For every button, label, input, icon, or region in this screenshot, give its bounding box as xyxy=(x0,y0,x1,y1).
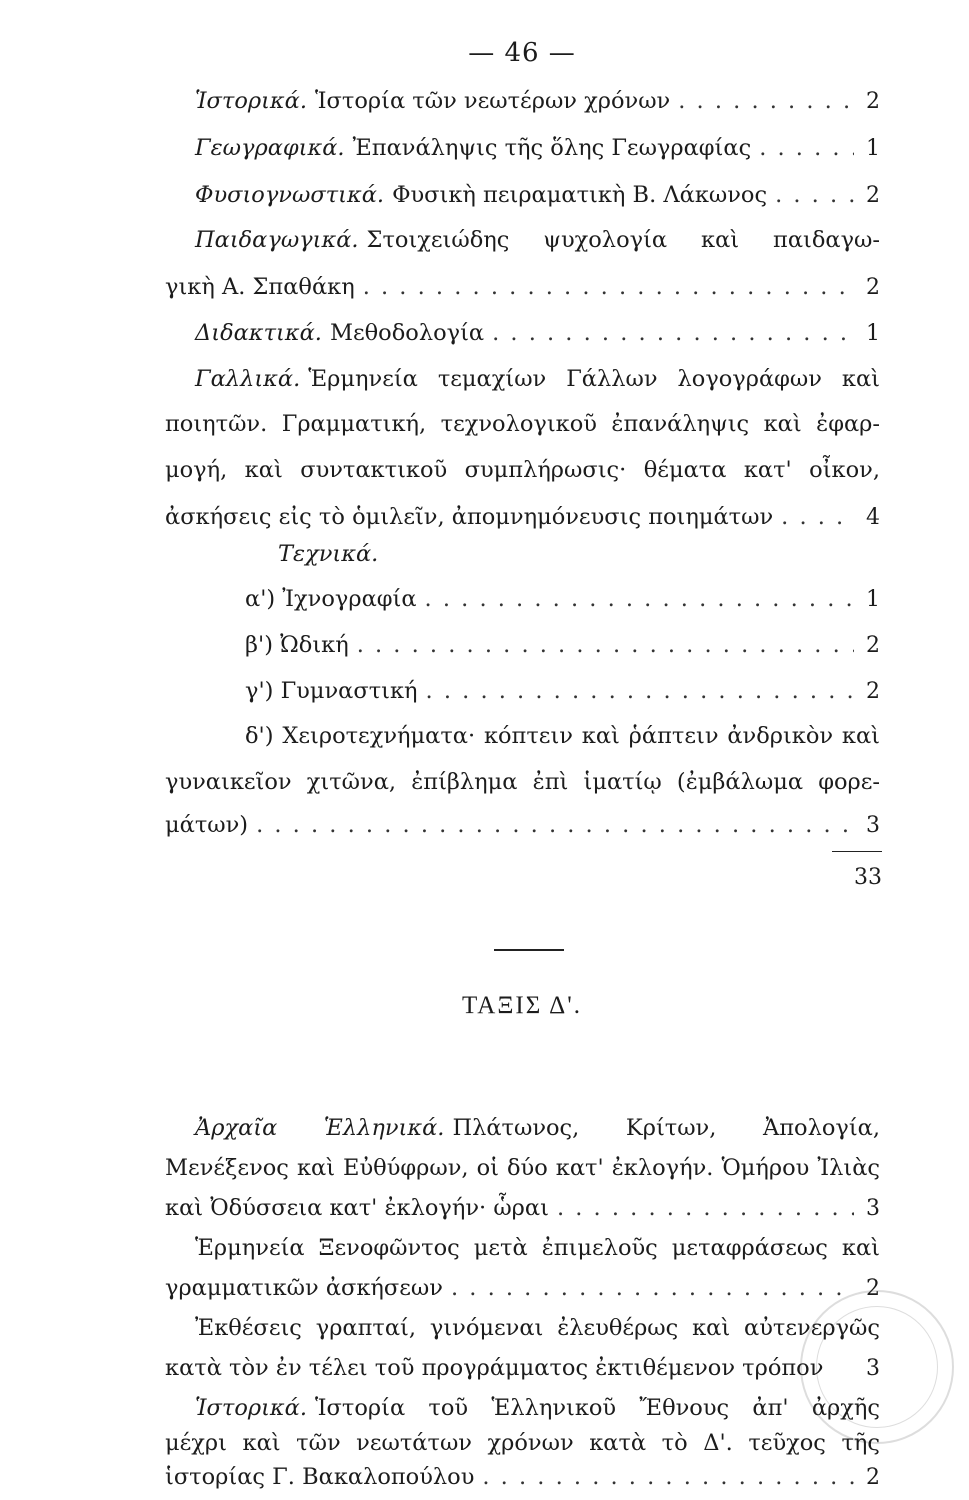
subject-category: Ἀρχαῖα Ἑλληνικά. xyxy=(195,1115,445,1141)
curriculum-line xyxy=(165,1466,880,1489)
curriculum-line xyxy=(195,229,880,252)
curriculum-line xyxy=(195,1317,880,1340)
leader-dots xyxy=(256,814,854,837)
subject-text: μογή, καὶ συντακτικοῦ συμπλήρωσις· θέματα κατ' οἶκον, xyxy=(165,456,880,483)
subject-text: Μενέξενος καὶ Εὐθύφρων, οἱ δύο κατ' ἐκλογήν. Ὁμήρου Ἰλιὰς xyxy=(165,1155,880,1181)
library-stamp xyxy=(800,1290,954,1444)
leader-dots xyxy=(781,506,854,529)
hours-value: 1 xyxy=(866,136,880,162)
subject-text: Ἐπανάληψις τῆς ὅλης Γεωγραφίας xyxy=(352,135,752,162)
subject-text: Ἱστορία τοῦ Ἑλληνικοῦ Ἔθνους ἀπ' ἀρχῆς xyxy=(315,1395,880,1421)
subject-text: δ') Χειροτεχνήματα· κόπτειν καὶ ῥάπτειν ἀνδρικὸν καὶ xyxy=(245,722,880,749)
curriculum-line xyxy=(165,1277,880,1300)
curriculum-line xyxy=(195,1397,880,1420)
subject-category: Γεωγραφικά. xyxy=(195,135,345,162)
curriculum-line xyxy=(195,1237,880,1260)
technika-line xyxy=(245,677,880,704)
subject-text: ἀσκήσεις εἰς τὸ ὁμιλεῖν, ἀπομνημόνευσις ποιημάτων xyxy=(165,503,774,530)
curriculum-line xyxy=(195,137,880,160)
leader-dots xyxy=(492,322,854,345)
leader-dots xyxy=(557,1197,854,1220)
subject-text: β') Ὠδική xyxy=(245,631,349,658)
subject-text: μάτων) xyxy=(165,812,249,839)
hours-value: 1 xyxy=(866,586,880,612)
technika-heading: Τεχνικά. xyxy=(278,540,379,567)
hours-value: 2 xyxy=(866,678,880,704)
curriculum-line xyxy=(165,276,880,299)
curriculum-line xyxy=(195,1117,880,1140)
subject-category: Φυσιογνωστικά. xyxy=(195,182,385,209)
subject-text: Μεθοδολογία xyxy=(329,320,485,347)
technika-line xyxy=(245,722,880,749)
curriculum-line xyxy=(165,1432,880,1455)
total-hours: 33 xyxy=(854,864,882,890)
hours-value: 2 xyxy=(866,1465,880,1490)
subject-text: ἱστορίας Γ. Βακαλοπούλου xyxy=(165,1464,475,1490)
hours-value: 2 xyxy=(866,1276,880,1301)
subject-category: Γαλλικά. xyxy=(195,365,301,392)
curriculum-line xyxy=(165,503,880,530)
section-title: ΤΑΞΙΣ Δ'. xyxy=(462,991,582,1019)
subject-text: γυναικεῖον χιτῶνα, ἐπίβλημα ἐπὶ ἱματίῳ (ἐμβάλωμα φορε- xyxy=(165,768,880,795)
curriculum-line xyxy=(165,1157,880,1180)
hours-value: 2 xyxy=(866,89,880,115)
subject-text: γ') Γυμναστική xyxy=(245,677,418,704)
subject-text: Ἱστορία τῶν νεωτέρων χρόνων xyxy=(315,88,671,115)
technika-line xyxy=(165,814,880,837)
leader-dots xyxy=(425,588,854,611)
subject-text: ποιητῶν. Γραμματική, τεχνολογικοῦ ἐπανάληψις καὶ ἐφαρ- xyxy=(165,410,880,437)
hours-value: 3 xyxy=(866,1196,880,1221)
curriculum-line xyxy=(165,456,880,483)
subject-text: α') Ἰχνογραφία xyxy=(245,585,417,612)
subject-text: Πλάτωνος, Κρίτων, Ἀπολογία, xyxy=(452,1115,880,1141)
technika-line xyxy=(245,631,880,658)
leader-dots xyxy=(451,1277,854,1300)
curriculum-line xyxy=(165,1197,880,1220)
subject-text: γικὴ Α. Σπαθάκη xyxy=(165,274,355,301)
subject-text: Στοιχειώδης ψυχολογία καὶ παιδαγω- xyxy=(366,227,880,254)
curriculum-line xyxy=(165,1357,880,1380)
curriculum-line xyxy=(165,410,880,437)
curriculum-line xyxy=(195,365,880,392)
section-divider xyxy=(494,949,564,951)
subject-category: Παιδαγωγικά. xyxy=(195,227,359,254)
subject-text: καὶ Ὀδύσσεια κατ' ἐκλογήν· ὧραι xyxy=(165,1195,549,1221)
leader-dots xyxy=(775,184,854,207)
total-rule xyxy=(832,851,882,852)
hours-value: 2 xyxy=(866,183,880,209)
curriculum-line xyxy=(195,322,880,345)
subject-category: Ἱστορικά. xyxy=(195,88,308,115)
technika-line xyxy=(165,768,880,795)
hours-value: 3 xyxy=(866,813,880,839)
curriculum-line xyxy=(195,90,880,113)
subject-category: Ἱστορικά. xyxy=(195,1395,308,1421)
technika-line xyxy=(245,585,880,612)
subject-text: Ἐκθέσεις γραπταί, γινόμεναι ἐλευθέρως καὶ αὐτενεργῶς xyxy=(195,1315,880,1341)
subject-category: Διδακτικά. xyxy=(195,320,322,347)
leader-dots xyxy=(363,276,854,299)
page-number: — 46 — xyxy=(468,38,576,68)
leader-dots xyxy=(357,634,854,657)
hours-value: 1 xyxy=(866,321,880,347)
leader-dots xyxy=(759,137,854,160)
curriculum-line xyxy=(195,184,880,207)
leader-dots xyxy=(678,90,854,113)
hours-value: 4 xyxy=(866,504,880,530)
leader-dots xyxy=(482,1466,854,1489)
subject-text: Ἑρμηνεία τεμαχίων Γάλλων λογογράφων καὶ xyxy=(308,365,880,392)
hours-value: 3 xyxy=(866,1356,880,1381)
subject-text: κατὰ τὸν ἐν τέλει τοῦ προγράμματος ἐκτιθέμενον τρόπον xyxy=(165,1355,824,1381)
hours-value: 2 xyxy=(866,275,880,301)
subject-text: γραμματικῶν ἀσκήσεων xyxy=(165,1275,443,1301)
subject-text: Ἑρμηνεία Ξενοφῶντος μετὰ ἐπιμελοῦς μεταφράσεως καὶ xyxy=(195,1235,880,1261)
hours-value: 2 xyxy=(866,632,880,658)
subject-text: Φυσικὴ πειραματικὴ Β. Λάκωνος xyxy=(392,182,768,209)
leader-dots xyxy=(426,680,854,703)
subject-text: μέχρι καὶ τῶν νεωτάτων χρόνων κατὰ τὸ Δ'. τεῦχος τῆς xyxy=(165,1430,880,1456)
